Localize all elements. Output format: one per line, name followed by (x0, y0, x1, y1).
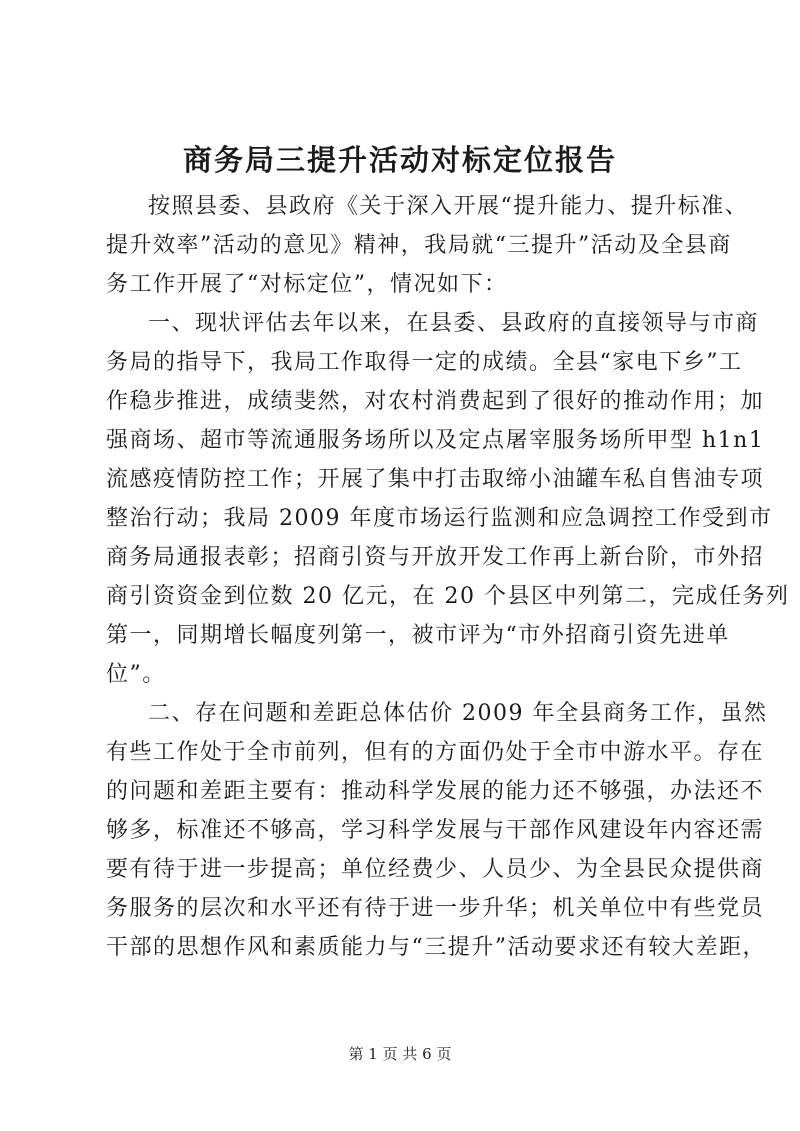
paragraph-line: 第一，同期增长幅度列第一，被市评为“市外招商引资先进单 (106, 623, 730, 648)
paragraph-line: 流感疫情防控工作；开展了集中打击取缔小油罐车私自售油专项 (106, 467, 765, 492)
paragraph-line: 提升效率”活动的意见》精神，我局就“三提升”活动及全县商 (106, 233, 732, 258)
paragraph-line: 二、存在问题和差距总体估价 2009 年全县商务工作，虽然 (148, 701, 768, 726)
paragraph-line: 务工作开展了“对标定位”，情况如下： (106, 272, 508, 297)
paragraph-line: 按照县委、县政府《关于深入开展“提升能力、提升标准、 (148, 194, 749, 219)
page-number-footer: 第 1 页 共 6 页 (348, 1045, 452, 1063)
paragraph-line: 强商场、超市等流通服务场所以及定点屠宰服务场所甲型 h1n1 (106, 428, 765, 453)
paragraph-line: 的问题和差距主要有：推动科学发展的能力还不够强，办法还不 (106, 779, 765, 804)
paragraph-line: 有些工作处于全市前列，但有的方面仍处于全市中游水平。存在 (106, 740, 765, 765)
paragraph-line: 整治行动；我局 2009 年度市场运行监测和应急调控工作受到市 (106, 506, 773, 531)
paragraph-line: 务局的指导下，我局工作取得一定的成绩。全县“家电下乡”工 (106, 350, 743, 375)
paragraph-line: 商引资资金到位数 20 亿元，在 20 个县区中列第二，完成任务列 (106, 584, 790, 609)
document-body (106, 187, 790, 967)
paragraph-line: 一、现状评估去年以来，在县委、县政府的直接领导与市商 (148, 311, 760, 336)
paragraph-line: 作稳步推进，成绩斐然，对农村消费起到了很好的推动作用；加 (106, 389, 765, 414)
document-title: 商务局三提升活动对标定位报告 (182, 143, 617, 177)
paragraph-line: 位”。 (106, 662, 166, 687)
paragraph-line: 够多，标准还不够高，学习科学发展与干部作风建设年内容还需 (106, 818, 765, 843)
paragraph-line: 商务局通报表彰；招商引资与开放开发工作再上新台阶，市外招 (106, 545, 765, 570)
paragraph-line: 干部的思想作风和素质能力与“三提升”活动要求还有较大差距， (106, 935, 766, 960)
paragraph-line: 要有待于进一步提高；单位经费少、人员少、为全县民众提供商 (106, 857, 765, 882)
paragraph-line: 务服务的层次和水平还有待于进一步升华；机关单位中有些党员 (106, 896, 765, 921)
